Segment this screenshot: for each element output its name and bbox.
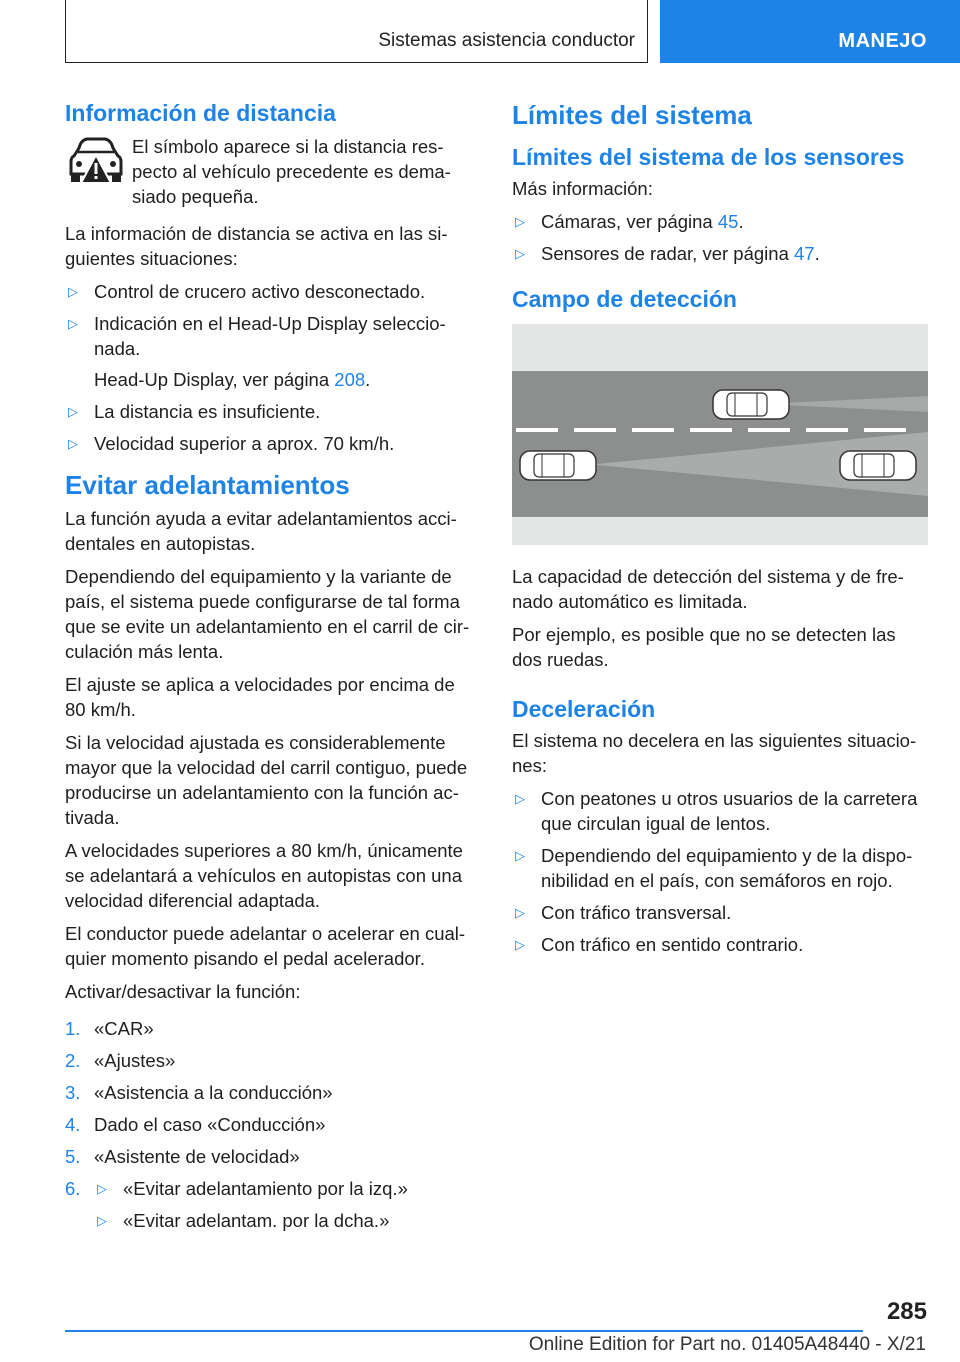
list-item: ▷ «Evitar adelantam. por la dcha.» <box>97 1210 390 1231</box>
list-item: ▷ Control de crucero activo desconectado. <box>68 281 426 302</box>
list-item: ▷ La distancia es insuficiente. <box>68 401 321 422</box>
bullet-triangle-icon: ▷ <box>97 1213 107 1228</box>
step-number: 6. <box>65 1178 81 1199</box>
header-section-box <box>65 0 648 63</box>
step-item: 1. «CAR» <box>65 1018 154 1039</box>
edition-note: Online Edition for Part no. 01405A48440 - X/21 <box>528 1334 926 1355</box>
detection-field-heading: Campo de detección <box>512 286 737 312</box>
overtaking-paragraph: Activar/desactivar la función: <box>65 981 301 1002</box>
sensor-refs-list <box>512 209 928 266</box>
distance-note-text: El símbolo aparece si la distancia res-pecto al vehículo precedente es dema-siado pequeña. <box>132 136 451 207</box>
step-item: 2. «Ajustes» <box>65 1050 176 1071</box>
section-title: Sistemas asistencia conductor <box>378 30 635 51</box>
page-number: 285 <box>886 1298 927 1325</box>
car-distance-warning-icon <box>65 134 127 194</box>
lane-markings <box>516 428 906 432</box>
deceleration-list <box>512 786 928 957</box>
step-6-options <box>94 1176 477 1233</box>
bullet-triangle-icon: ▷ <box>515 848 525 863</box>
chapter-tab <box>660 0 960 63</box>
bullet-triangle-icon: ▷ <box>515 791 525 806</box>
step-item <box>65 1176 477 1233</box>
overtaking-paragraph: A velocidades superiores a 80 km/h, únicamente se adelantará a vehículos en autopistas con una velocidad diferencial adaptada. <box>65 840 463 911</box>
list-item: ▷ Con tráfico en sentido contrario. <box>515 934 804 955</box>
overtaking-paragraph: El conductor puede adelantar o acelerar en cual-quier momento pisando el pedal acelerador. <box>65 923 466 969</box>
bullet-triangle-icon: ▷ <box>515 246 525 261</box>
radar-page-link[interactable]: 47 <box>794 243 815 264</box>
step-number: 3. <box>65 1082 81 1103</box>
right-column <box>512 98 928 964</box>
distance-conditions-list <box>65 279 477 456</box>
bullet-triangle-icon: ▷ <box>68 404 78 419</box>
list-item: ▷ Cámaras, ver página 45. <box>515 211 744 232</box>
list-item: ▷ Sensores de radar, ver página 47. <box>515 243 820 264</box>
step-item: 4. Dado el caso «Conducción» <box>65 1114 326 1135</box>
step-number: 2. <box>65 1050 81 1071</box>
list-item: ▷ Indicación en el Head-Up Display seleccio-nada. Head-Up Display, ver página 208. <box>65 311 477 392</box>
overtaking-paragraph: El ajuste se aplica a velocidades por encima de 80 km/h. <box>65 674 455 720</box>
detection-paragraph: La capacidad de detección del sistema y de fre-nado automático es limitada. <box>512 566 904 612</box>
detection-field-illustration <box>512 324 928 545</box>
distance-info-heading: Información de distancia <box>65 100 336 126</box>
bullet-triangle-icon: ▷ <box>97 1181 107 1196</box>
overtaking-paragraph: Si la velocidad ajustada es considerablemente mayor que la velocidad del carril contiguo, puede producirse un adelantamiento con la función ac-tivada. <box>65 732 468 828</box>
bullet-triangle-icon: ▷ <box>515 214 525 229</box>
step-item: 5. «Asistente de velocidad» <box>65 1146 300 1167</box>
system-limits-heading: Límites del sistema <box>512 100 752 130</box>
activation-steps <box>65 1016 477 1233</box>
list-item: ▷ «Evitar adelantamiento por la izq.» <box>97 1178 408 1199</box>
deceleration-heading: Deceleración <box>512 696 656 722</box>
bullet-triangle-icon: ▷ <box>68 284 78 299</box>
overtaking-heading: Evitar adelantamientos <box>65 470 350 500</box>
overtaking-paragraph: Dependiendo del equipamiento y la variante de país, el sistema puede configurarse de tal forma que se evite un adelantamiento en el carril de cir-culación más lenta. <box>65 566 470 662</box>
left-column <box>65 98 477 1240</box>
chapter-tab-label: MANEJO <box>838 30 927 52</box>
list-item: ▷ Dependiendo del equipamiento y de la dispo-nibilidad en el país, con semáforos en rojo. <box>515 845 913 891</box>
camera-page-link[interactable]: 45 <box>717 211 739 232</box>
distance-intro: La información de distancia se activa en las si-guientes situaciones: <box>65 223 448 269</box>
list-item: ▷ Velocidad superior a aprox. 70 km/h. <box>68 433 395 454</box>
bullet-triangle-icon: ▷ <box>68 316 78 331</box>
list-item: ▷ Con peatones u otros usuarios de la carretera que circulan igual de lentos. <box>515 788 918 834</box>
step-number: 1. <box>65 1018 81 1039</box>
bullet-triangle-icon: ▷ <box>68 436 78 451</box>
list-item: ▷ Con tráfico transversal. <box>515 902 732 923</box>
hud-page-link[interactable]: 208 <box>334 369 366 390</box>
step-number: 5. <box>65 1146 81 1167</box>
car-ahead-same-lane-icon <box>840 451 916 480</box>
deceleration-intro: El sistema no decelera en las siguientes situacio-nes: <box>512 730 917 776</box>
sensor-limits-intro: Más información: <box>512 178 653 199</box>
bullet-triangle-icon: ▷ <box>515 937 525 952</box>
hud-reference: Head-Up Display, ver página 208. <box>94 369 371 390</box>
car-ahead-adjacent-lane-icon <box>713 390 789 419</box>
ego-car-icon <box>520 451 596 480</box>
overtaking-paragraph: La función ayuda a evitar adelantamientos acci-dentales en autopistas. <box>65 508 457 554</box>
detection-paragraph: Por ejemplo, es posible que no se detecten las dos ruedas. <box>512 624 896 670</box>
sensor-limits-heading: Límites del sistema de los sensores <box>512 144 905 170</box>
step-item: 3. «Asistencia a la conducción» <box>65 1082 333 1103</box>
footer-divider <box>65 1330 863 1332</box>
step-number: 4. <box>65 1114 81 1135</box>
distance-note <box>65 134 477 209</box>
bullet-triangle-icon: ▷ <box>515 905 525 920</box>
